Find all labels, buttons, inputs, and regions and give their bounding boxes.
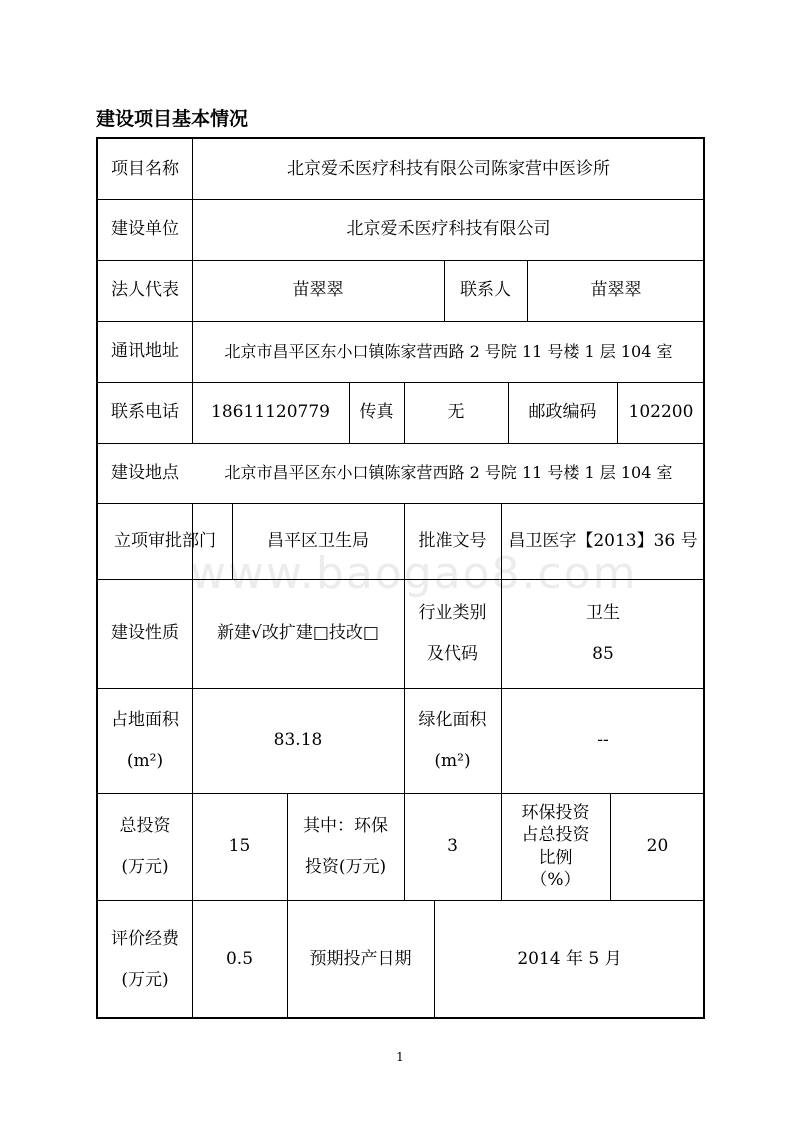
industry-value xyxy=(501,579,705,688)
site-value: 北京市昌平区东小口镇陈家营西路 2 号院 11 号楼 1 层 104 室 xyxy=(224,463,673,483)
total-invest-label-line2: (万元) xyxy=(121,856,169,877)
total-invest-label-line1: 总投资 xyxy=(119,815,171,836)
green-area-label xyxy=(404,688,501,793)
project-name-value: 北京爱禾医疗科技有限公司陈家营中医诊所 xyxy=(287,158,610,179)
production-date-label: 预期投产日期 xyxy=(309,949,412,970)
approval-dept-label: 立项审批部门 xyxy=(114,530,216,551)
green-area-value: -- xyxy=(597,730,609,751)
watermark: www.baogao8.com xyxy=(190,548,638,599)
industry-value-line1: 卫生 xyxy=(586,602,620,623)
env-ratio-label xyxy=(501,793,610,900)
floor-area-label xyxy=(98,688,192,793)
assess-fee-label-line1: 评价经费 xyxy=(111,928,179,949)
approval-dept-value: 昌平区卫生局 xyxy=(267,530,369,551)
total-invest-value: 15 xyxy=(228,836,251,857)
env-ratio-label-line2: 占总投资 xyxy=(521,825,590,846)
total-invest-label xyxy=(98,793,192,900)
env-ratio-label-line3: 比例 xyxy=(538,847,573,868)
assess-fee-label-line2: (万元) xyxy=(121,969,169,990)
floor-area-label-line1: 占地面积 xyxy=(111,709,179,730)
industry-label xyxy=(404,579,501,688)
production-date-value: 2014 年 5 月 xyxy=(517,949,622,970)
builder-label: 建设单位 xyxy=(111,219,179,240)
site-label: 建设地点 xyxy=(111,462,179,483)
fax-label: 传真 xyxy=(359,402,394,423)
floor-area-label-line2: (m²) xyxy=(126,750,164,771)
green-area-label-line1: 绿化面积 xyxy=(418,709,487,730)
env-invest-label xyxy=(287,793,404,900)
contact-value: 苗翠翠 xyxy=(590,280,642,301)
industry-label-line2: 及代码 xyxy=(427,643,478,664)
env-invest-value: 3 xyxy=(447,836,458,857)
approval-doc-label: 批准文号 xyxy=(418,530,487,551)
project-info-table xyxy=(96,137,705,1019)
env-invest-label-line1: 其中：环保 xyxy=(303,815,388,836)
contact-label: 联系人 xyxy=(460,280,511,301)
assess-fee-value: 0.5 xyxy=(225,949,254,970)
green-area-label-line2: (m²) xyxy=(434,750,471,771)
legal-rep-value: 苗翠翠 xyxy=(292,280,344,301)
page-number: 1 xyxy=(396,1050,404,1064)
address-label: 通讯地址 xyxy=(111,341,179,362)
section-title: 建设项目基本情况 xyxy=(96,108,249,130)
fax-value: 无 xyxy=(447,402,465,423)
env-invest-label-line2: 投资(万元) xyxy=(304,856,387,877)
project-name-label: 项目名称 xyxy=(111,158,179,179)
phone-label: 联系电话 xyxy=(111,402,179,423)
phone-value: 18611120779 xyxy=(211,402,330,423)
legal-rep-label: 法人代表 xyxy=(111,280,179,301)
zip-value: 102200 xyxy=(628,402,694,423)
env-ratio-label-line4: （%） xyxy=(530,869,581,890)
address-value: 北京市昌平区东小口镇陈家营西路 2 号院 11 号楼 1 层 104 室 xyxy=(224,341,673,361)
env-ratio-value: 20 xyxy=(646,836,669,857)
assess-fee-label xyxy=(98,900,192,1019)
industry-value-line2: 85 xyxy=(592,643,614,664)
floor-area-value: 83.18 xyxy=(273,730,323,751)
nature-value: 新建√改扩建□技改□ xyxy=(217,623,379,644)
approval-doc-value: 昌卫医字【2013】36 号 xyxy=(508,530,698,551)
env-ratio-label-line1: 环保投资 xyxy=(521,802,590,823)
nature-label: 建设性质 xyxy=(111,623,179,644)
industry-label-line1: 行业类别 xyxy=(418,602,487,623)
builder-value: 北京爱禾医疗科技有限公司 xyxy=(346,219,551,240)
zip-label: 邮政编码 xyxy=(528,402,597,423)
